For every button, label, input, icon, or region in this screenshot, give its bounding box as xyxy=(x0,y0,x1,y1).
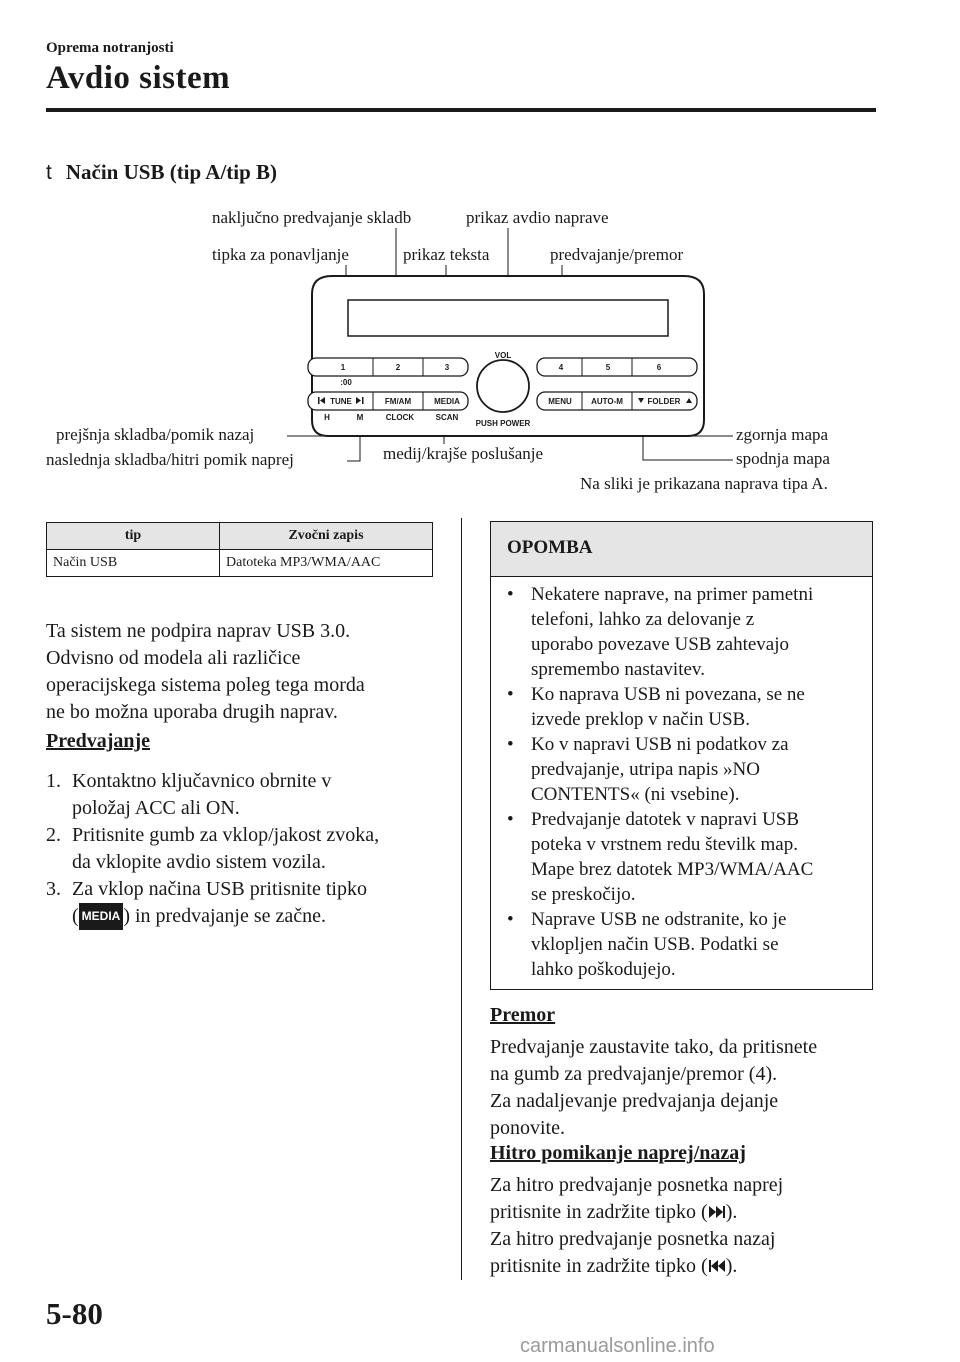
ff-line: ). xyxy=(725,1255,738,1277)
note-line: se preskočijo. xyxy=(531,884,636,905)
section-marker-icon: t xyxy=(46,161,52,184)
callout-shuffle: naključno predvajanje skladb xyxy=(212,208,412,227)
callout-folder-down: spodnja mapa xyxy=(736,449,830,468)
note-line: Ko v napravi USB ni podatkov za xyxy=(531,734,789,755)
callout-device-display: prikaz avdio naprave xyxy=(466,208,609,227)
pause-line: Za nadaljevanje predvajanja dejanje xyxy=(490,1090,779,1112)
table-cell: Datoteka MP3/WMA/AAC xyxy=(220,550,433,577)
note-line: predvajanje, utripa napis »NO xyxy=(531,759,760,780)
step-number: 2. xyxy=(46,824,61,846)
note-line: Mape brez datotek MP3/WMA/AAC xyxy=(531,859,814,880)
bullet-icon: • xyxy=(507,734,514,755)
intro-line: Odvisno od modela ali različice xyxy=(46,647,301,669)
table-header-cell: Zvočni zapis xyxy=(220,523,433,550)
ff-line: pritisnite in zadržite tipko ( xyxy=(490,1201,708,1223)
step-text: ) in predvajanje se začne. xyxy=(123,905,327,927)
note-line: lahko poškodujejo. xyxy=(531,959,676,980)
paren-open: ( xyxy=(72,905,79,927)
preset-2-label: 2 xyxy=(395,363,401,372)
step-number: 1. xyxy=(46,770,61,792)
volume-knob xyxy=(477,360,529,412)
note-list xyxy=(507,582,862,982)
note-line: uporabo povezave USB zahtevajo xyxy=(531,634,789,655)
m-label: M xyxy=(356,413,364,422)
fast-forward-icon xyxy=(708,1205,726,1219)
format-table xyxy=(46,522,433,577)
intro-line: operacijskega sistema poleg tega morda xyxy=(46,674,365,696)
menu-label: MENU xyxy=(548,397,572,406)
note-line: Nekatere naprave, na primer pametni xyxy=(531,584,814,605)
note-line: CONTENTS« (ni vsebine). xyxy=(531,784,740,805)
fm-am-label: FM/AM xyxy=(384,397,412,406)
fast-forward-title: Hitro pomikanje naprej/nazaj xyxy=(490,1142,746,1164)
note-line: Naprave USB ne odstranite, ko je xyxy=(531,909,787,930)
callout-text-display: prikaz teksta xyxy=(403,245,490,264)
pause-line: ponovite. xyxy=(490,1117,565,1139)
subheading-text: Način USB (tip A/tip B) xyxy=(65,160,278,184)
pause-paragraph xyxy=(490,1034,817,1142)
preset-3-label: 3 xyxy=(444,363,450,372)
step-text: da vklopite avdio sistem vozila. xyxy=(72,851,326,873)
callout-prev-track: prejšnja skladba/pomik nazaj xyxy=(56,425,255,444)
table-header-row xyxy=(47,523,433,550)
table-cell: Način USB xyxy=(47,550,220,577)
clock-00-label: :00 xyxy=(340,378,352,387)
bullet-icon: • xyxy=(507,909,514,930)
callout-play-pause: predvajanje/premor xyxy=(550,245,684,264)
callout-next-track: naslednja skladba/hitri pomik naprej xyxy=(46,450,294,469)
scan-label: SCAN xyxy=(435,413,459,422)
folder-label: FOLDER xyxy=(647,397,681,406)
ff-line: Za hitro predvajanje posnetka nazaj xyxy=(490,1228,776,1250)
intro-line: ne bo možna uporaba drugih naprav. xyxy=(46,701,338,723)
media-label: MEDIA xyxy=(434,397,460,406)
preset-5-label: 5 xyxy=(605,363,611,372)
intro-paragraph xyxy=(46,618,365,726)
step-number: 3. xyxy=(46,878,61,900)
pause-line: Predvajanje zaustavite tako, da pritisnete xyxy=(490,1036,818,1058)
preset-1-label: 1 xyxy=(340,363,346,372)
preset-6-label: 6 xyxy=(656,363,662,372)
list-item xyxy=(507,807,862,907)
ff-line: pritisnite in zadržite tipko ( xyxy=(490,1255,708,1277)
fast-forward-paragraph xyxy=(490,1172,783,1280)
list-item xyxy=(507,682,862,732)
h-label: H xyxy=(324,413,330,422)
step-text: Za vklop načina USB pritisnite tipko xyxy=(72,878,367,900)
callout-repeat: tipka za ponavljanje xyxy=(212,245,349,264)
table-row xyxy=(47,550,433,577)
ff-line: ). xyxy=(725,1201,738,1223)
step-text: Pritisnite gumb za vklop/jakost zvoka, xyxy=(72,824,380,846)
ff-line: Za hitro predvajanje posnetka naprej xyxy=(490,1174,784,1196)
note-line: spremembo nastavitev. xyxy=(531,659,705,680)
auto-m-label: AUTO-M xyxy=(591,397,623,406)
push-power-label: PUSH POWER xyxy=(475,419,531,428)
note-line: poteka v vrstnem redu številk map. xyxy=(531,834,798,855)
bullet-icon: • xyxy=(507,809,514,830)
text-display-window xyxy=(348,300,668,336)
chapter-title: Avdio sistem xyxy=(46,60,231,96)
diagram-caption: Na sliki je prikazana naprava tipa A. xyxy=(580,474,828,493)
table-header-cell: tip xyxy=(47,523,220,550)
media-button-icon: MEDIA xyxy=(79,903,124,930)
note-title: OPOMBA xyxy=(507,537,593,558)
rewind-icon xyxy=(708,1259,726,1273)
list-item xyxy=(507,907,862,982)
list-item xyxy=(507,732,862,807)
note-header xyxy=(491,522,872,577)
audio-unit-diagram xyxy=(0,0,960,520)
step-text: Kontaktno ključavnico obrnite v xyxy=(72,770,332,792)
preset-4-label: 4 xyxy=(558,363,564,372)
column-divider xyxy=(461,518,462,1280)
watermark: carmanualsonline.info xyxy=(520,1335,715,1357)
callout-media: medij/krajše poslušanje xyxy=(383,444,544,463)
tune-label: TUNE xyxy=(330,397,352,406)
bullet-icon: • xyxy=(507,684,514,705)
note-box xyxy=(490,521,873,990)
playback-title: Predvajanje xyxy=(46,730,151,752)
pause-title: Premor xyxy=(490,1004,556,1026)
step-text: položaj ACC ali ON. xyxy=(72,797,240,819)
list-item xyxy=(507,582,862,682)
intro-line: Ta sistem ne podpira naprav USB 3.0. xyxy=(46,620,351,642)
clock-label: CLOCK xyxy=(385,413,415,422)
section-label: Oprema notranjosti xyxy=(46,40,174,56)
playback-steps xyxy=(46,768,456,930)
note-line: Ko naprava USB ni povezana, se ne xyxy=(531,684,805,705)
bullet-icon: • xyxy=(507,584,514,605)
vol-label: VOL xyxy=(494,351,512,360)
callout-folder-up: zgornja mapa xyxy=(736,425,829,444)
note-line: izvede preklop v način USB. xyxy=(531,709,750,730)
note-line: telefoni, lahko za delovanje z xyxy=(531,609,755,630)
note-line: vklopljen način USB. Podatki se xyxy=(531,934,779,955)
page-number: 5-80 xyxy=(46,1296,103,1331)
note-line: Predvajanje datotek v napravi USB xyxy=(531,809,800,830)
pause-line: na gumb za predvajanje/premor (4). xyxy=(490,1063,778,1085)
